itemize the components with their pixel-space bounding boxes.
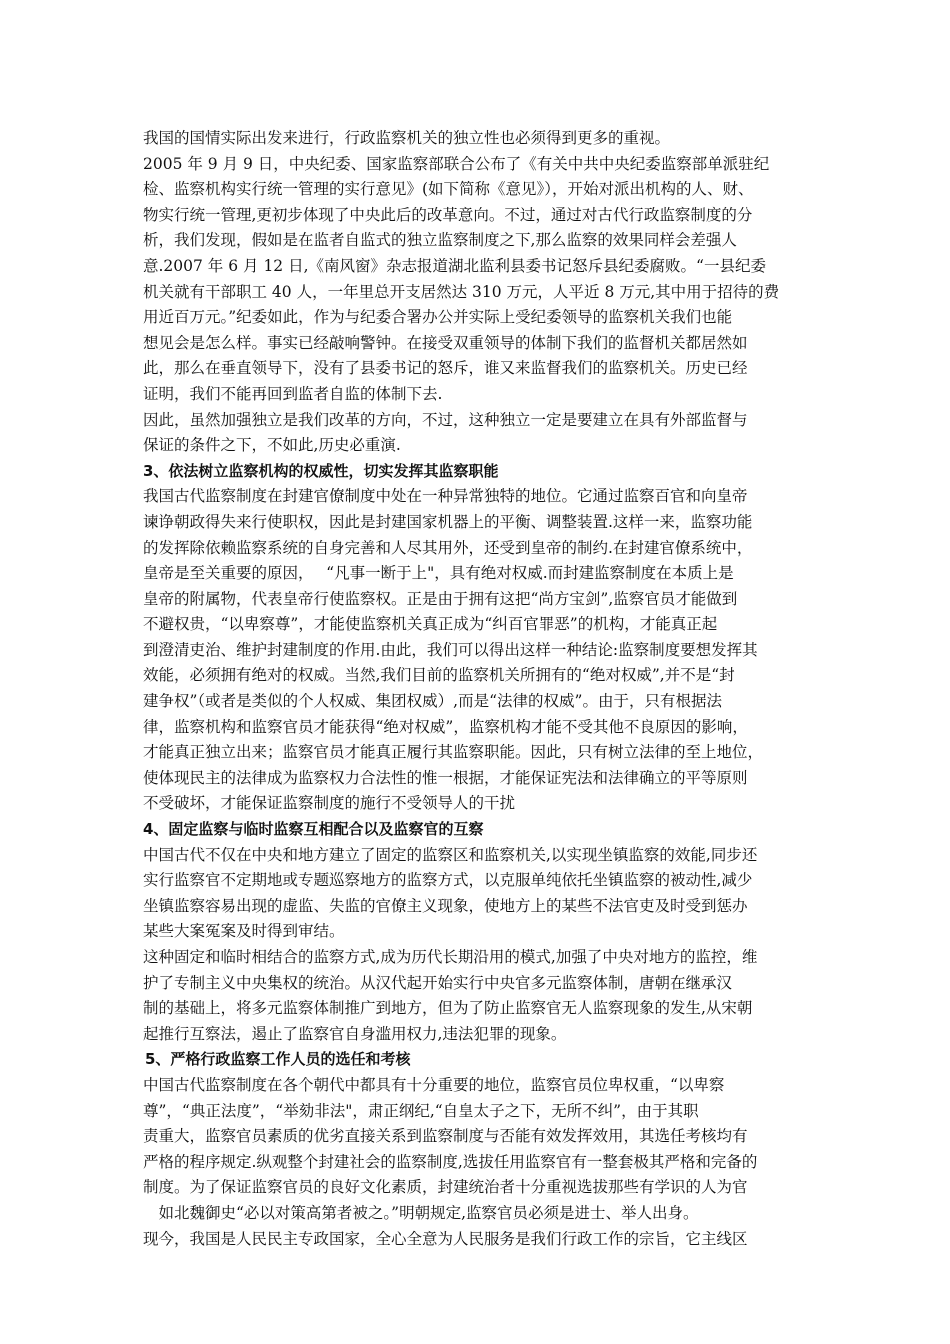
text-line: 析，我们发现，假如是在监者自监式的独立监察制度之下,那么监察的效果同样会差强人 — [143, 231, 737, 250]
text-line: 使体现民主的法律成为监察权力合法性的惟一根据，才能保证宪法和法律确立的平等原则 — [143, 768, 748, 787]
text-line: 坐镇监察容易出现的虚监、失监的官僚主义现象，使地方上的某些不法官吏及时受到惩办 — [143, 896, 748, 915]
text-line: 不受破坏，才能保证监察制度的施行不受领导人的干扰 — [143, 794, 516, 813]
text-line: 皇帝的附属物，代表皇帝行使监察权。正是由于拥有这把“尚方宝剑”,监察官员才能做到 — [143, 589, 738, 608]
text-line: 责重大，监察官员素质的优劣直接关系到监察制度与否能有效发挥效用，其选任考核均有 — [143, 1127, 748, 1146]
text-line: 制的基础上，将多元监察体制推广到地方，但为了防止监察官无人监察现象的发生,从宋朝 — [143, 999, 753, 1018]
text-line: 检、监察机构实行统一管理的实行意见》(如下简称《意见》），开始对派出机构的人、财、 — [143, 180, 754, 199]
text-line: 中国古代监察制度在各个朝代中都具有十分重要的地位，监察官员位卑权重，“以卑察 — [143, 1075, 725, 1094]
text-line: 现今，我国是人民民主专政国家，全心全意为人民服务是我们行政工作的宗旨，它主线区 — [143, 1229, 748, 1248]
text-line: 用近百万元。”纪委如此，作为与纪委合署办公并实际上受纪委领导的监察机关我们也能 — [143, 308, 733, 327]
text-line: 我国的国情实际出发来进行，行政监察机关的独立性也必须得到更多的重视。 — [143, 129, 671, 147]
text-line: 中国古代不仅在中央和地方建立了固定的监察区和监察机关,以实现坐镇监察的效能,同步还 — [143, 845, 758, 864]
text-line: 律，监察机构和监察官员才能获得“绝对权威”，监察机构才能不受其他不良原因的影响， — [143, 717, 748, 736]
document-body — [143, 126, 813, 1252]
text-line: 我国古代监察制度在封建官僚制度中处在一种异常独特的地位。它通过监察百官和向皇帝 — [143, 487, 748, 506]
text-line: 机关就有干部职工 40 人，一年里总开支居然达 310 万元，人平近 8 万元,其中用于招待的费 — [143, 282, 780, 301]
text-line: 尊”，“典正法度”，“举劾非法"，肃正纲纪,“自皇太子之下，无所不纠”，由于其职 — [143, 1101, 699, 1120]
text-line: 不避权贵，“以卑察尊”，才能使监察机关真正成为“纠百官罪恶”的机构，才能真正起 — [143, 615, 718, 634]
text-line: 皇帝是至关重要的原因， “凡事一断于上"，具有绝对权威.而封建监察制度在本质上是 — [143, 564, 734, 583]
text-line: 效能，必须拥有绝对的权威。当然,我们目前的监察机关所拥有的“绝对权威”,并不是“封 — [143, 666, 735, 685]
section-heading-5: 5、严格行政监察工作人员的选任和考核 — [145, 1050, 411, 1069]
text-line: 起推行互察法，遏止了监察官自身滥用权力,违法犯罪的现象。 — [143, 1024, 567, 1043]
text-line: 建争权”（或者是类似的个人权威、集团权威）,而是“法律的权威”。由于，只有根据法 — [143, 692, 722, 711]
text-line: 此，那么在垂直领导下，没有了县委书记的怒斥，谁又来监督我们的监察机关。历史已经 — [143, 359, 748, 378]
section-heading-4: 4、固定监察与临时监察互相配合以及监察官的互察 — [143, 820, 484, 839]
text-line: 证明，我们不能再回到监者自监的体制下去. — [143, 384, 443, 403]
text-line: 物实行统一管理,更初步体现了中央此后的改革意向。不过，通过对古代行政监察制度的分 — [143, 205, 753, 224]
text-line: 实行监察官不定期地或专题巡察地方的监察方式，以克服单纯依托坐镇监察的被动性,减少 — [143, 871, 753, 890]
text-line: 护了专制主义中央集权的统治。从汉代起开始实行中央官多元监察体制，唐朝在继承汉 — [143, 973, 733, 992]
text-line: 想见会是怎么样。事实已经敲响警钟。在接受双重领导的体制下我们的监督机关都居然如 — [143, 333, 748, 352]
text-line: 2005 年 9 月 9 日，中央纪委、国家监察部联合公布了《有关中共中央纪委监察部单派驻纪 — [143, 154, 770, 173]
text-line: 某些大案冤案及时得到审结。 — [143, 922, 345, 941]
text-line: 因此，虽然加强独立是我们改革的方向，不过，这种独立一定是要建立在具有外部监督与 — [143, 410, 748, 429]
text-line: 才能真正独立出来；监察官员才能真正履行其监察职能。因此，只有树立法律的至上地位， — [143, 743, 764, 762]
text-line: 严格的程序规定.纵观整个封建社会的监察制度,选拔任用监察官有一整套极其严格和完备的 — [143, 1152, 758, 1171]
text-line: 如北魏御史“必以对策高第者被之。”明朝规定,监察官员必须是进士、举人出身。 — [143, 1203, 699, 1222]
text-line: 这种固定和临时相结合的监察方式,成为历代长期沿用的模式,加强了中央对地方的监控，维 — [143, 948, 758, 966]
text-line: 到澄清吏治、维护封建制度的作用.由此，我们可以得出这样一种结论:监察制度要想发挥其 — [143, 640, 758, 659]
section-heading-3: 3、依法树立监察机构的权威性，切实发挥其监察职能 — [143, 461, 499, 480]
text-line: 制度。为了保证监察官员的良好文化素质，封建统治者十分重视选拔那些有学识的人为官 — [143, 1178, 748, 1197]
text-line: 意.2007 年 6 月 12 日,《南风窗》杂志报道湖北监利县委书记怒斥县纪委腐败。“一县纪委 — [143, 256, 766, 275]
text-line: 的发挥除依赖监察系统的自身完善和人尽其用外，还受到皇帝的制约.在封建官僚系统中， — [143, 538, 753, 557]
text-line: 谏诤朝政得失来行使职权，因此是封建国家机器上的平衡、调整装置.这样一来，监察功能 — [143, 512, 753, 531]
text-line: 保证的条件之下，不如此,历史必重演. — [143, 436, 401, 455]
